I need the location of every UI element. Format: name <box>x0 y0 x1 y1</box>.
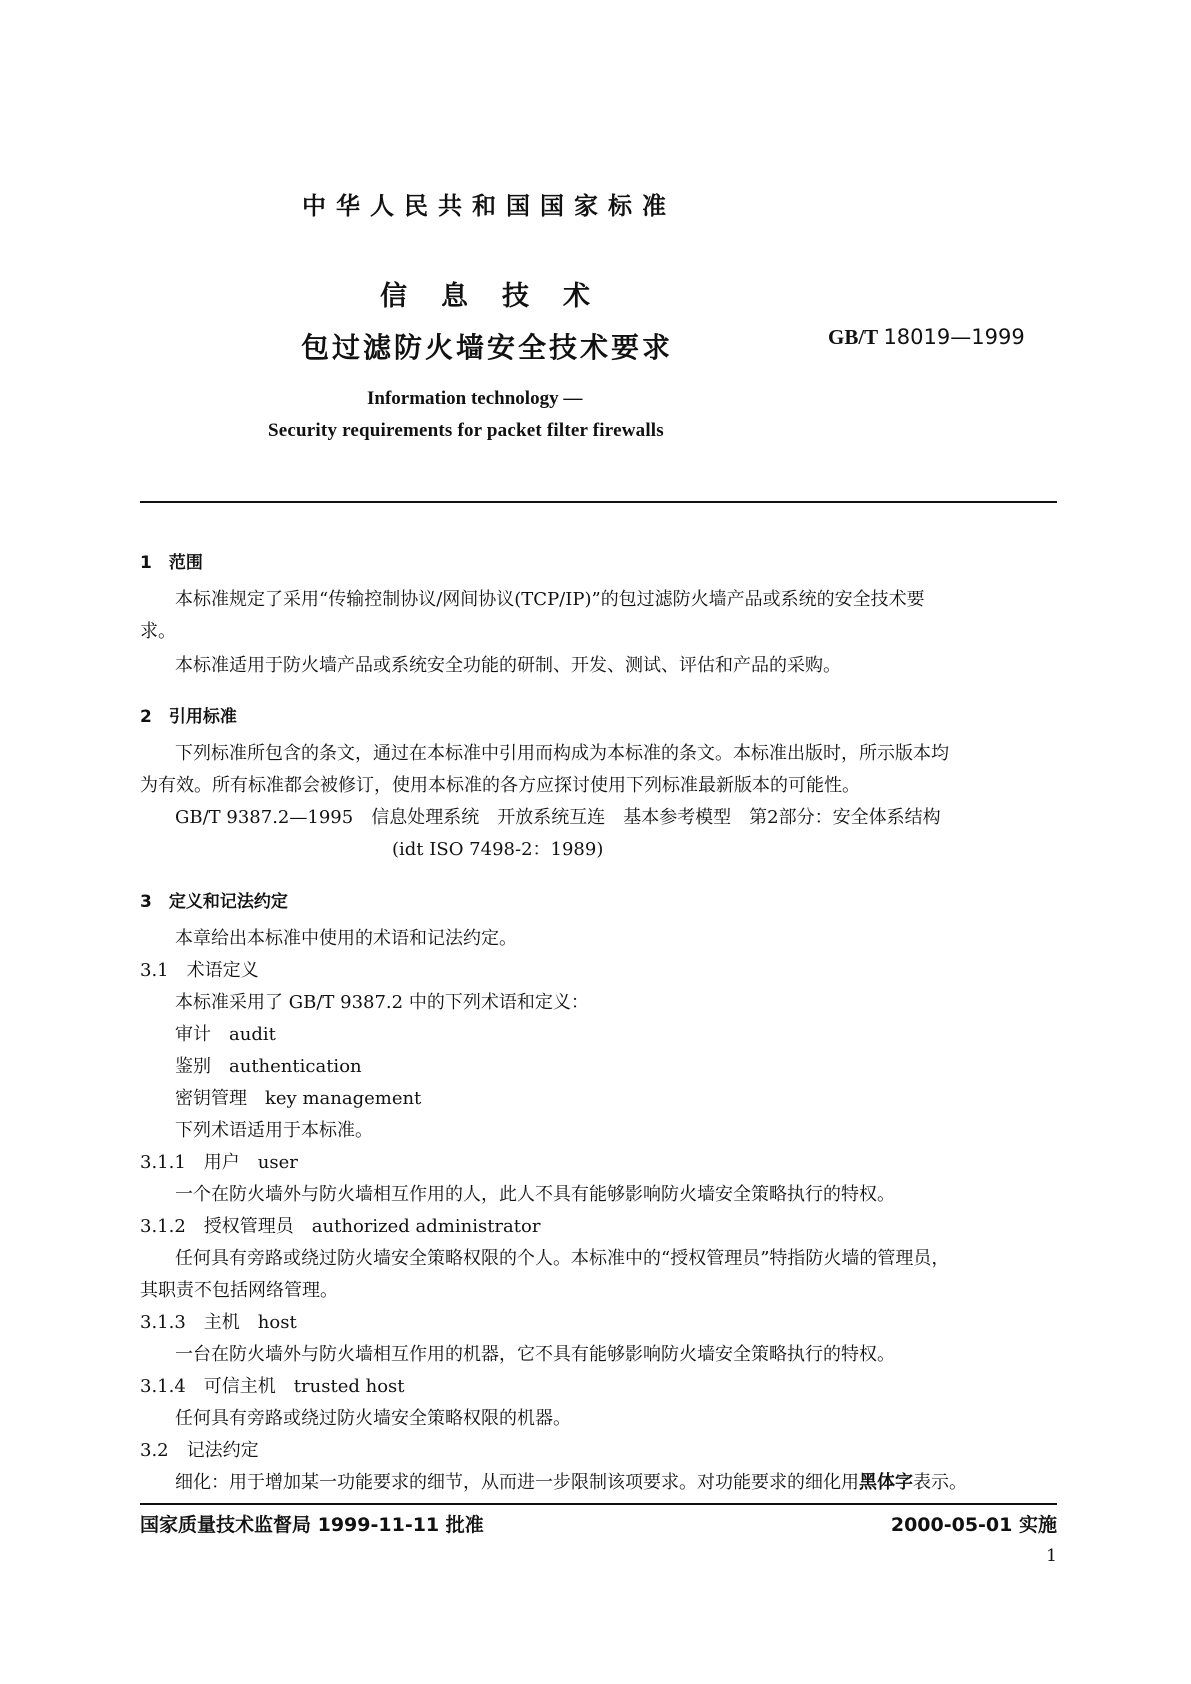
bold-term-heiti: 黑体字 <box>859 1472 913 1493</box>
country-standard-title: 中华人民共和国国家标准 <box>302 192 676 220</box>
standard-prefix: GB/T <box>828 325 879 349</box>
section-3-2-heading: 3.2 记法约定 <box>140 1440 259 1461</box>
section-3-2-text-part-a: 细化：用于增加某一功能要求的细节，从而进一步限制该项要求。对功能要求的细化用 <box>175 1472 859 1493</box>
section-3-2-text-part-b: 表示。 <box>913 1472 967 1493</box>
section-3-1-4-text: 任何具有旁路或绕过防火墙安全策略权限的机器。 <box>175 1408 571 1429</box>
section-3-heading: 3 定义和记法约定 <box>140 892 288 912</box>
header-divider <box>140 501 1057 503</box>
section-3-1-1-heading: 3.1.1 用户 user <box>140 1152 298 1173</box>
document-title-line1: 信息技术 <box>380 281 624 312</box>
implementation-date: 2000-05-01 实施 <box>890 1514 1057 1536</box>
section-3-1-1-text: 一个在防火墙外与防火墙相互作用的人，此人不具有能够影响防火墙安全策略执行的特权。 <box>175 1184 895 1205</box>
reference-standard-line-2: (idt ISO 7498-2：1989) <box>392 839 604 860</box>
standard-number <box>828 325 1025 350</box>
section-3-1-2-line-2: 其职责不包括网络管理。 <box>140 1280 338 1301</box>
section-3-2-text <box>175 1474 967 1492</box>
reference-standard-line-1: GB/T 9387.2—1995 信息处理系统 开放系统互连 基本参考模型 第2部分：安全体系结构 <box>175 807 941 828</box>
term-audit: 审计 audit <box>175 1024 276 1045</box>
section-3-1-tail: 下列术语适用于本标准。 <box>175 1120 373 1141</box>
section-3-1-2-line-1: 任何具有旁路或绕过防火墙安全策略权限的个人。本标准中的“授权管理员”特指防火墙的管理员， <box>175 1248 950 1269</box>
standard-code: 18019—1999 <box>883 325 1025 349</box>
section-1-heading: 1 范围 <box>140 553 203 573</box>
section-2-para-line-1: 下列标准所包含的条文，通过在本标准中引用而构成为本标准的条文。本标准出版时，所示版本均 <box>175 743 949 764</box>
approval-date: 国家质量技术监督局 1999-11-11 批准 <box>140 1514 484 1536</box>
page-number: 1 <box>1046 1546 1057 1566</box>
document-title-line2: 包过滤防火墙安全技术要求 <box>301 331 674 364</box>
footer-divider <box>140 1503 1057 1505</box>
english-title-line2: Security requirements for packet filter firewalls <box>268 420 664 441</box>
section-3-1-heading: 3.1 术语定义 <box>140 960 259 981</box>
section-1-para-1-line-1: 本标准规定了采用“传输控制协议/网间协议(TCP/IP)”的包过滤防火墙产品或系统的安全技术要 <box>175 589 925 610</box>
section-3-intro: 本章给出本标准中使用的术语和记法约定。 <box>175 928 517 949</box>
section-1-para-2: 本标准适用于防火墙产品或系统安全功能的研制、开发、测试、评估和产品的采购。 <box>175 655 841 676</box>
section-3-1-2-heading: 3.1.2 授权管理员 authorized administrator <box>140 1216 541 1237</box>
section-3-1-3-text: 一台在防火墙外与防火墙相互作用的机器，它不具有能够影响防火墙安全策略执行的特权。 <box>175 1344 895 1365</box>
section-2-heading: 2 引用标准 <box>140 707 237 727</box>
section-3-1-3-heading: 3.1.3 主机 host <box>140 1312 297 1333</box>
term-key-management: 密钥管理 key management <box>175 1088 422 1109</box>
section-3-1-intro: 本标准采用了 GB/T 9387.2 中的下列术语和定义： <box>175 992 589 1013</box>
term-authentication: 鉴别 authentication <box>175 1056 362 1077</box>
section-3-1-4-heading: 3.1.4 可信主机 trusted host <box>140 1376 405 1397</box>
section-1-para-1-line-2: 求。 <box>140 621 176 642</box>
section-2-para-line-2: 为有效。所有标准都会被修订，使用本标准的各方应探讨使用下列标准最新版本的可能性。 <box>140 775 860 796</box>
english-title-line1: Information technology — <box>367 388 583 409</box>
